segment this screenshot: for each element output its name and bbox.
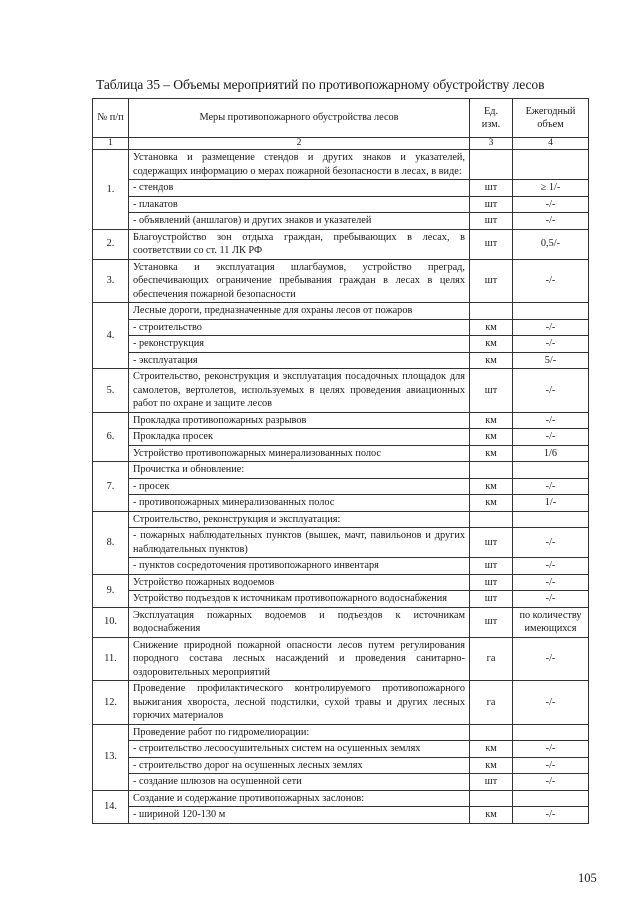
measure-text: Лесные дороги, предназначенные для охраны лесов от пожаров [129,303,470,320]
volume-cell [513,303,589,320]
measure-text: - пожарных наблюдательных пунктов (вышек, мачт, павильонов и других наблюдательных пунктов) [129,528,470,558]
measure-text: Прочистка и обновление: [129,462,470,479]
table-row [93,495,589,512]
unit-cell: шт [470,607,513,637]
table-row [93,213,589,230]
measure-text: - эксплуатация [129,352,470,369]
volume-cell: -/- [513,528,589,558]
volume-cell: 0,5/- [513,229,589,259]
unit-cell: га [470,637,513,681]
unit-cell: шт [470,528,513,558]
row-number: 1. [93,150,129,230]
table-row [93,807,589,824]
table-row [93,528,589,558]
row-number: 14. [93,790,129,823]
table-row [93,574,589,591]
index-cell: 2 [129,138,470,150]
table-row [93,429,589,446]
volume-cell: -/- [513,774,589,791]
volume-cell: -/- [513,807,589,824]
measure-text: - строительство лесоосушительных систем на осушенных землях [129,741,470,758]
row-number: 5. [93,369,129,413]
measure-text: Благоустройство зон отдыха граждан, пребывающих в лесах, в соответствии со ст. 11 ЛК РФ [129,229,470,259]
unit-cell [470,724,513,741]
table-row [93,259,589,303]
measure-text: Эксплуатация пожарных водоемов и подъездов к источникам водоснабжения [129,607,470,637]
header-volume: Ежегодный объем [513,99,589,138]
measure-text: Создание и содержание противопожарных заслонов: [129,790,470,807]
measure-text: - строительство [129,319,470,336]
measure-text: - противопожарных минерализованных полос [129,495,470,512]
table-row [93,150,589,180]
volume-cell: -/- [513,196,589,213]
unit-cell [470,511,513,528]
volume-cell: -/- [513,259,589,303]
table-row [93,180,589,197]
table-row [93,511,589,528]
index-cell: 3 [470,138,513,150]
volume-cell: 5/- [513,352,589,369]
row-number: 11. [93,637,129,681]
header-measure: Меры противопожарного обустройства лесов [129,99,470,138]
volume-cell: -/- [513,478,589,495]
table-row [93,229,589,259]
table-row [93,369,589,413]
unit-cell: шт [470,369,513,413]
unit-cell: шт [470,213,513,230]
measure-text: Устройство пожарных водоемов [129,574,470,591]
volume-cell: -/- [513,757,589,774]
unit-cell: км [470,336,513,353]
page-number: 105 [578,871,597,885]
volume-cell [513,511,589,528]
fire-measures-table [92,98,589,824]
unit-cell [470,303,513,320]
index-cell: 1 [93,138,129,150]
header-num: № п/п [93,99,129,138]
row-number: 3. [93,259,129,303]
volume-cell: -/- [513,741,589,758]
unit-cell: га [470,681,513,725]
row-number: 2. [93,229,129,259]
measure-text: Проведение работ по гидромелиорации: [129,724,470,741]
volume-cell: -/- [513,637,589,681]
table-row [93,591,589,608]
measure-text: Снижение природной пожарной опасности лесов путем регулирования породного состава лесных насаждений и проведения санитарно-оздоровительных мероприятий [129,637,470,681]
unit-cell: км [470,319,513,336]
table-row [93,445,589,462]
volume-cell: -/- [513,412,589,429]
volume-cell: -/- [513,591,589,608]
measure-text: - пунктов сосредоточения противопожарного инвентаря [129,558,470,575]
table-row [93,607,589,637]
volume-cell: -/- [513,336,589,353]
volume-cell: -/- [513,429,589,446]
measure-text: Установка и размещение стендов и других знаков и указателей, содержащих информацию о мерах пожарной безопасности в лесах, в виде: [129,150,470,180]
unit-cell: км [470,352,513,369]
table-row [93,352,589,369]
volume-cell [513,150,589,180]
table-caption: Таблица 35 – Объемы мероприятий по противопожарному обустройству лесов [96,77,545,92]
volume-cell: -/- [513,369,589,413]
unit-cell: шт [470,574,513,591]
measure-text: Прокладка противопожарных разрывов [129,412,470,429]
volume-cell: 1/6 [513,445,589,462]
volume-cell: -/- [513,213,589,230]
volume-cell [513,790,589,807]
unit-cell: шт [470,774,513,791]
volume-cell: ≥ 1/- [513,180,589,197]
table-row [93,303,589,320]
unit-cell [470,462,513,479]
table-row [93,681,589,725]
measure-text: - просек [129,478,470,495]
unit-cell: шт [470,229,513,259]
table-header-row [93,99,589,138]
unit-cell: км [470,429,513,446]
measure-text: Устройство противопожарных минерализованных полос [129,445,470,462]
unit-cell: км [470,807,513,824]
unit-cell: км [470,495,513,512]
table-row [93,637,589,681]
volume-cell: по количеству имеющихся [513,607,589,637]
unit-cell: км [470,757,513,774]
measure-text: - создание шлюзов на осушенной сети [129,774,470,791]
unit-cell: шт [470,591,513,608]
unit-cell: шт [470,196,513,213]
table-row [93,336,589,353]
column-index-row [93,138,589,150]
unit-cell: шт [470,180,513,197]
measure-text: Проведение профилактического контролируемого противопожарного выжигания хвороста, лесной подстилки, сухой травы и других лесных горючих материалов [129,681,470,725]
unit-cell: шт [470,558,513,575]
measure-text: - реконструкция [129,336,470,353]
measure-text: Строительство, реконструкция и эксплуатация посадочных площадок для самолетов, вертолетов, используемых в целях проведения авиационных работ по охране и защите лесов [129,369,470,413]
measure-text: - плакатов [129,196,470,213]
row-number: 6. [93,412,129,462]
unit-cell [470,150,513,180]
measure-text: - стендов [129,180,470,197]
header-unit: Ед. изм. [470,99,513,138]
table-row [93,558,589,575]
measure-text: - шириной 120-130 м [129,807,470,824]
measure-text: Прокладка просек [129,429,470,446]
row-number: 7. [93,462,129,512]
table-row [93,757,589,774]
table-row [93,478,589,495]
table-row [93,774,589,791]
unit-cell: км [470,412,513,429]
table-row [93,319,589,336]
measure-text: Строительство, реконструкция и эксплуатация: [129,511,470,528]
unit-cell: км [470,478,513,495]
volume-cell: 1/- [513,495,589,512]
row-number: 12. [93,681,129,725]
table-row [93,790,589,807]
volume-cell: -/- [513,319,589,336]
row-number: 13. [93,724,129,790]
volume-cell: -/- [513,681,589,725]
unit-cell: км [470,445,513,462]
unit-cell: км [470,741,513,758]
table-row [93,196,589,213]
row-number: 8. [93,511,129,574]
table-row [93,724,589,741]
volume-cell: -/- [513,574,589,591]
row-number: 10. [93,607,129,637]
volume-cell: -/- [513,558,589,575]
measure-text: - объявлений (аншлагов) и других знаков и указателей [129,213,470,230]
volume-cell [513,462,589,479]
index-cell: 4 [513,138,589,150]
unit-cell [470,790,513,807]
measure-text: Устройство подъездов к источникам противопожарного водоснабжения [129,591,470,608]
table-row [93,462,589,479]
table-row [93,412,589,429]
volume-cell [513,724,589,741]
unit-cell: шт [470,259,513,303]
table-row [93,741,589,758]
row-number: 4. [93,303,129,369]
measure-text: Установка и эксплуатация шлагбаумов, устройство преград, обеспечивающих ограничение пребывания граждан в лесах в целях обеспечения пожарной безопасности [129,259,470,303]
row-number: 9. [93,574,129,607]
measure-text: - строительство дорог на осушенных лесных землях [129,757,470,774]
